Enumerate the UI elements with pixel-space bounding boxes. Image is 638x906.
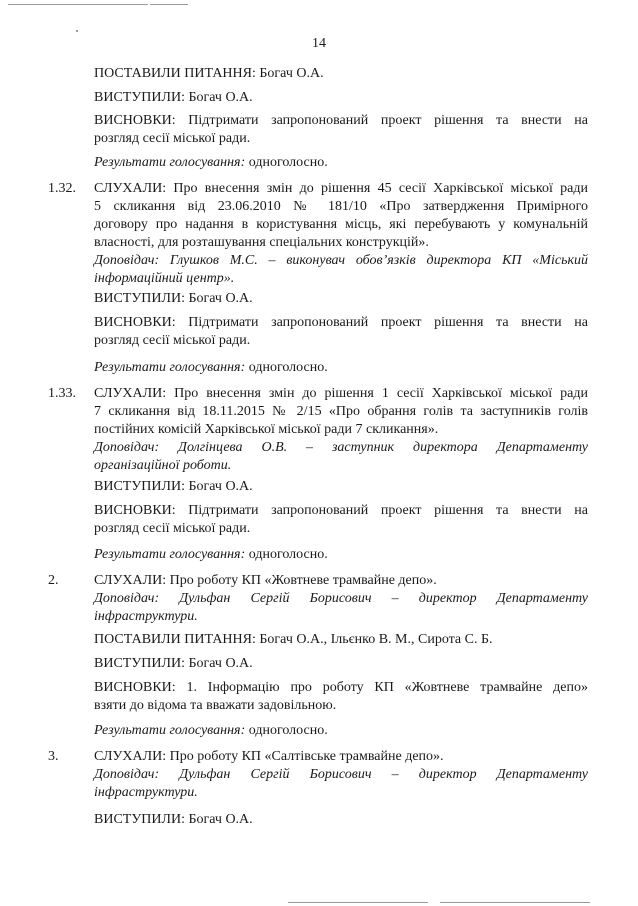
asked-questions: ПОСТАВИЛИ ПИТАННЯ: Богач О.А., Ільєнко В. М., Сирота С. Б. bbox=[94, 632, 493, 647]
speaker-line: інфраструктури. bbox=[94, 609, 198, 624]
scan-line-top-mid bbox=[150, 4, 188, 5]
heard-line: СЛУХАЛИ: Про внесення змін до рішення 45 сесії Харківської міської ради bbox=[94, 181, 588, 196]
conclusions bbox=[94, 112, 588, 148]
page-number: 14 bbox=[312, 36, 326, 51]
conclusions-line: ВИСНОВКИ: Підтримати запропонований проект рішення та внести на bbox=[94, 113, 588, 128]
heard-line: постійних комісій Харківської міської ради 7 скликання». bbox=[94, 422, 439, 437]
spoke: ВИСТУПИЛИ: Богач О.А. bbox=[94, 812, 253, 827]
conclusions-line: розгляд сесії міської ради. bbox=[94, 131, 251, 146]
vote-value: одноголосно. bbox=[245, 547, 328, 562]
vote-result bbox=[94, 359, 588, 377]
heard bbox=[94, 748, 588, 802]
heard-line: СЛУХАЛИ: Про роботу КП «Жовтневе трамвайне депо». bbox=[94, 573, 437, 588]
item-number: 2. bbox=[48, 573, 59, 588]
conclusions bbox=[94, 502, 588, 538]
vote-value: одноголосно. bbox=[245, 723, 328, 738]
vote-result bbox=[94, 722, 588, 740]
conclusions bbox=[94, 314, 588, 350]
speaker-line: Доповідач: Дульфан Сергій Борисович – директор Департаменту bbox=[94, 767, 588, 782]
scan-line-bottom bbox=[288, 902, 428, 903]
scan-speck bbox=[76, 30, 78, 32]
conclusions-line: ВИСНОВКИ: 1. Інформацію про роботу КП «Жовтневе трамвайне депо» bbox=[94, 680, 588, 695]
speaker-line: інфраструктури. bbox=[94, 785, 198, 800]
scan-line-top-left bbox=[8, 4, 148, 5]
vote-result bbox=[94, 154, 588, 172]
heard bbox=[94, 180, 588, 288]
item-number: 3. bbox=[48, 749, 59, 764]
scan-line-bottom-right bbox=[440, 902, 590, 903]
speaker-line: інформаційний центр». bbox=[94, 271, 235, 286]
heard-line: договору про надання в користування місць, які перебувають у комунальній bbox=[94, 217, 588, 232]
speaker-line: Доповідач: Долгінцева О.В. – заступник директора Департаменту bbox=[94, 440, 588, 455]
spoke: ВИСТУПИЛИ: Богач О.А. bbox=[94, 656, 253, 671]
heard-line: 5 скликання від 23.06.2010 № 181/10 «Про затвердження Примірного bbox=[94, 199, 588, 214]
conclusions-line: розгляд сесії міської ради. bbox=[94, 333, 251, 348]
conclusions-line: взяти до відома та вважати задовільною. bbox=[94, 698, 337, 713]
speaker-line: Доповідач: Дульфан Сергій Борисович – директор Департаменту bbox=[94, 591, 588, 606]
vote-result bbox=[94, 546, 588, 564]
heard bbox=[94, 385, 588, 475]
conclusions bbox=[94, 679, 588, 715]
heard-line: СЛУХАЛИ: Про внесення змін до рішення 1 сесії Харківської міської ради bbox=[94, 386, 588, 401]
vote-label: Результати голосування: bbox=[94, 360, 246, 375]
heard-line: 7 скликання від 18.11.2015 № 2/15 «Про обрання голів та заступників голів bbox=[94, 404, 588, 419]
heard bbox=[94, 572, 588, 626]
conclusions-line: ВИСНОВКИ: Підтримати запропонований проект рішення та внести на bbox=[94, 315, 588, 330]
asked-questions: ПОСТАВИЛИ ПИТАННЯ: Богач О.А. bbox=[94, 66, 324, 81]
vote-label: Результати голосування: bbox=[94, 547, 246, 562]
spoke: ВИСТУПИЛИ: Богач О.А. bbox=[94, 291, 253, 306]
vote-label: Результати голосування: bbox=[94, 723, 246, 738]
vote-label: Результати голосування: bbox=[94, 155, 246, 170]
spoke: ВИСТУПИЛИ: Богач О.А. bbox=[94, 90, 253, 105]
heard-line: власності, для розташування спеціальних конструкцій». bbox=[94, 235, 429, 250]
speaker-line: Доповідач: Глушков М.С. – виконувач обов’язків директора КП «Міський bbox=[94, 253, 588, 268]
spoke: ВИСТУПИЛИ: Богач О.А. bbox=[94, 479, 253, 494]
item-number: 1.32. bbox=[48, 181, 76, 196]
conclusions-line: розгляд сесії міської ради. bbox=[94, 521, 251, 536]
item-number: 1.33. bbox=[48, 386, 76, 401]
vote-value: одноголосно. bbox=[245, 155, 328, 170]
speaker-line: організаційної роботи. bbox=[94, 458, 232, 473]
heard-line: СЛУХАЛИ: Про роботу КП «Салтівське трамвайне депо». bbox=[94, 749, 444, 764]
conclusions-line: ВИСНОВКИ: Підтримати запропонований проект рішення та внести на bbox=[94, 503, 588, 518]
vote-value: одноголосно. bbox=[245, 360, 328, 375]
